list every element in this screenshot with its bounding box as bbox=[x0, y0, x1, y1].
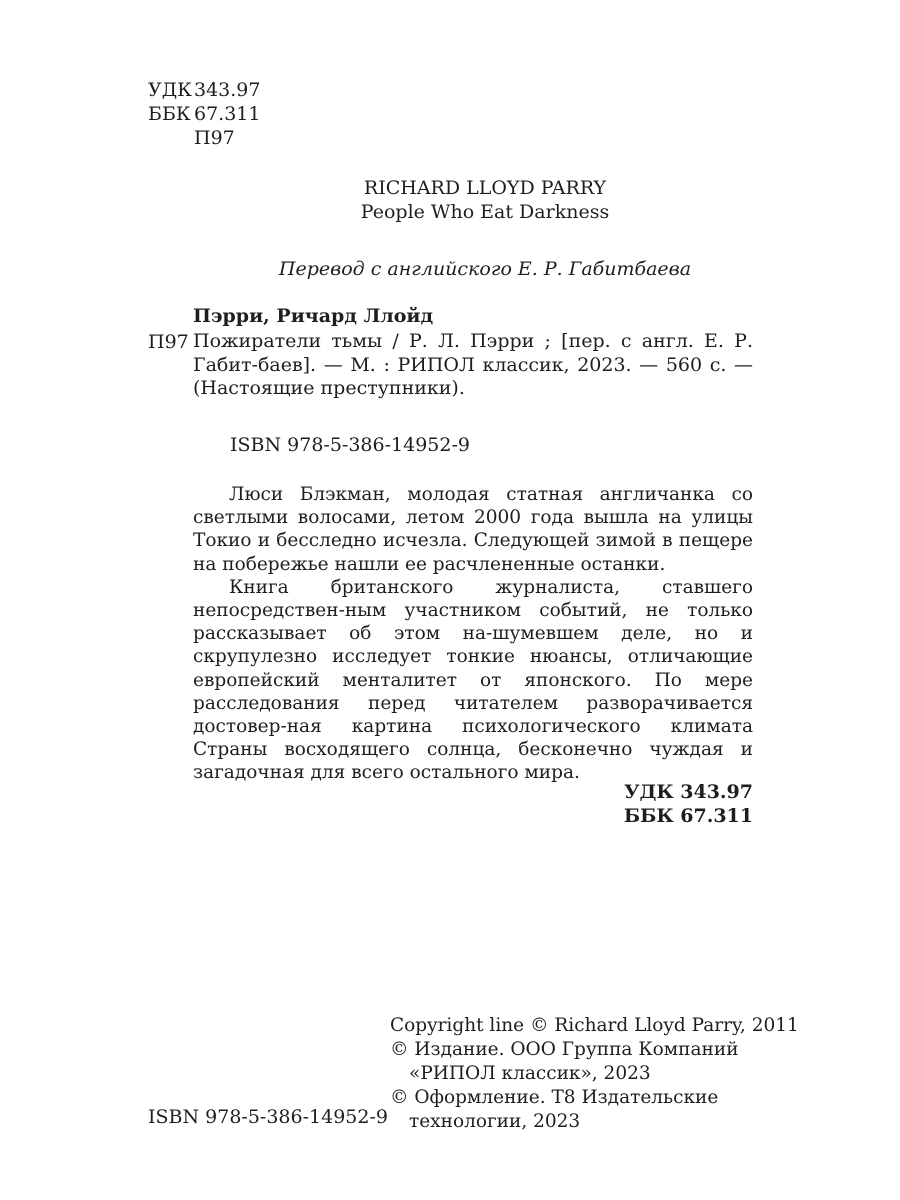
author-mark: П97 bbox=[194, 127, 235, 149]
original-author: RICHARD LLOYD PARRY bbox=[363, 177, 607, 199]
original-title-block bbox=[250, 176, 720, 224]
udk-row bbox=[148, 78, 260, 102]
classification-codes bbox=[148, 78, 260, 150]
bbk-value: 67.311 bbox=[194, 103, 261, 125]
author-mark-row bbox=[148, 126, 260, 150]
udk-label: УДК bbox=[148, 79, 192, 101]
udk-code: УДК 343.97 bbox=[624, 781, 753, 803]
translation-note: Перевод с английского Е. Р. Габитбаева bbox=[278, 258, 692, 280]
copyright-line-2: © Издание. ООО Группа Компаний bbox=[390, 1039, 739, 1060]
udk-value: 343.97 bbox=[194, 79, 261, 101]
footer-isbn: ISBN 978-5-386-14952-9 bbox=[148, 1106, 388, 1128]
bbk-row bbox=[148, 102, 260, 126]
original-title: People Who Eat Darkness bbox=[360, 201, 610, 223]
catalog-author-mark: П97 bbox=[148, 331, 189, 353]
copyright-line-2-cont: «РИПОЛ классик», 2023 bbox=[409, 1063, 651, 1084]
catalog-description: Пожиратели тьмы / Р. Л. Пэрри ; [пер. с англ. Е. Р. Габит-баев]. — М. : РИПОЛ классик, 2023. — 560 с. — (Настоящие преступники). bbox=[193, 330, 753, 399]
copyright-line-1: Copyright line © Richard Lloyd Parry, 2011 bbox=[390, 1015, 799, 1036]
copyright-block bbox=[390, 1014, 799, 1134]
bbk-label: ББК bbox=[148, 103, 191, 125]
annotation-paragraph: Люси Блэкман, молодая статная англичанка со светлыми волосами, летом 2000 года вышла на улицы Токио и бесследно исчезла. Следующей зимой в пещере на побережье нашли ее расчлененные останки. bbox=[193, 484, 753, 575]
copyright-line-3: © Оформление. Т8 Издательские bbox=[390, 1087, 719, 1108]
annotation bbox=[193, 483, 753, 785]
codes-right bbox=[500, 780, 753, 828]
catalog-isbn: ISBN 978-5-386-14952-9 bbox=[230, 434, 470, 456]
bbk-code: ББК 67.311 bbox=[623, 805, 753, 827]
copyright-line-3-cont: технологии, 2023 bbox=[409, 1111, 581, 1132]
annotation-paragraph: Книга британского журналиста, ставшего непосредствен-ным участником событий, не только рассказывает об этом на-шумевшем деле, но и скрупулезно исследует тонкие нюансы, отличающие европейский менталитет от японского. По мере расследования перед читателем разворачивается достовер-ная картина психологического климата Страны восходящего солнца, бесконечно чуждая и загадочная для всего остального мира. bbox=[193, 576, 753, 784]
catalog-heading: Пэрри, Ричард Ллойд bbox=[193, 305, 434, 327]
